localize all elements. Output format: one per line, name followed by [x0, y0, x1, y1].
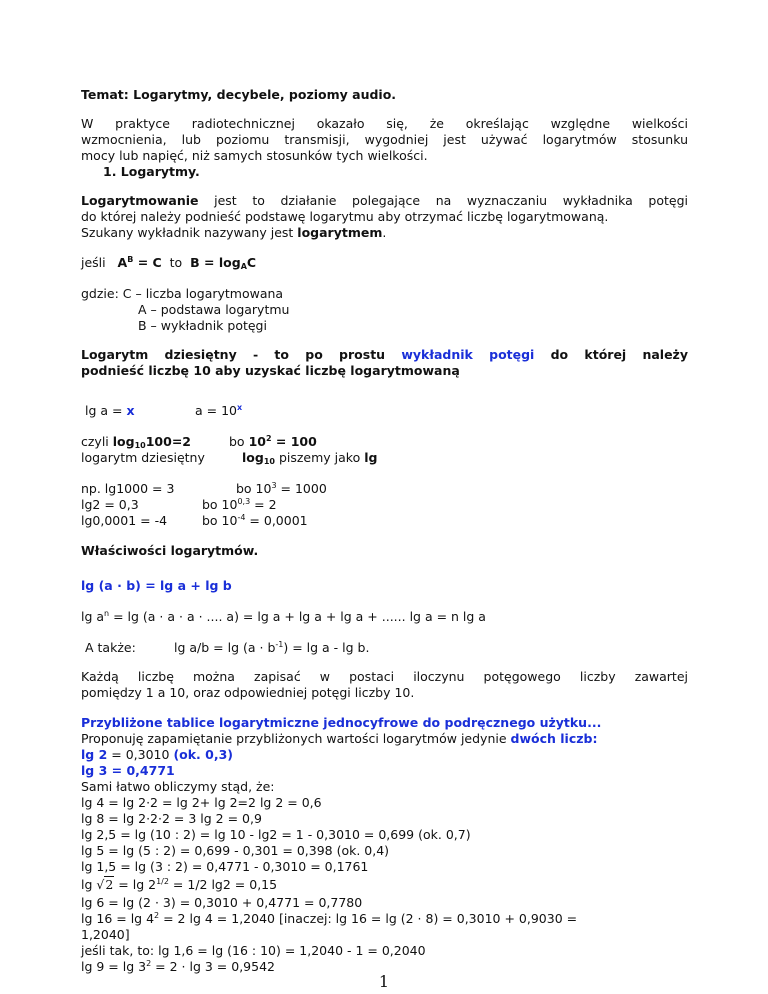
calc-line: jeśli tak, to: lg 1,6 = lg (16 : 10) = 1,2040 - 1 = 0,2040: [81, 943, 426, 958]
table-heading: Przybliżone tablice logarytmiczne jednocyfrowe do podręcznego użytku...: [81, 715, 602, 730]
lg2-value: lg 2 = 0,3010 (ok. 0,3): [81, 747, 234, 762]
definition-line: do której należy podnieść podstawę logarytmu aby otrzymać liczbę logarytmowaną.: [81, 209, 609, 224]
product-rule: lg (a · b) = lg a + lg b: [81, 578, 232, 593]
propose-line: Proponuję zapamiętanie przybliżonych wartości logarytmów jedynie dwóch liczb:: [81, 731, 598, 746]
calc-line: lg 8 = lg 2·2·2 = 3 lg 2 = 0,9: [81, 811, 262, 826]
intro-line: wzmocnienia, lub poziomu transmisji, wygodniej jest używać logarytmów stosunku: [81, 132, 688, 147]
page-number: 1: [378, 972, 390, 991]
czyli-line: czyli $\log_{10}100=2$: [81, 434, 191, 450]
term: Logarytmowanie: [81, 193, 199, 208]
example-right: bo $10^3 = 1000$: [236, 481, 327, 496]
decimal-log-definition: podnieść liczbę 10 aby uzyskać liczbę logarytmowaną: [81, 363, 460, 378]
calc-line: $\lg 16 = \lg 4^2 = 2$ lg 4 = 1,2040 [inaczej: lg 16 = lg (2 · 8) = 0,3010 + 0,9030 =: [81, 911, 578, 926]
decimal-log-note-right: $\log_{10}$ piszemy jako lg: [242, 450, 378, 466]
where-line: B – wykładnik potęgi: [138, 318, 267, 333]
definition-line: Logarytmowanie jest to działanie polegające na wyznaczaniu wykładnika potęgi: [81, 193, 688, 208]
section-heading: 1. Logarytmy.: [103, 164, 200, 179]
calc-line: lg 1,5 = lg (3 : 2) = 0,4771 - 0,3010 = 0,1761: [81, 859, 369, 874]
decimal-log-note: logarytm dziesiętny: [81, 450, 205, 465]
a-power-formula: $a = 10^x$: [195, 403, 243, 418]
intro-line: W praktyce radiotechnicznej okazało się, że określając względne wielkości: [81, 116, 688, 131]
sqrt-line: $\lg √2 = \lg 2^{1/2} = 1/2$ lg2 = 0,15: [81, 877, 278, 892]
page-title: Temat: Logarytmy, decybele, poziomy audio.: [81, 87, 397, 102]
calc-line: $\lg 9 = \lg 3^2 = 2 \cdot \lg 3 = 0,9542$: [81, 959, 275, 974]
calc-line: lg 4 = lg 2·2 = lg 2+ lg 2=2 lg 2 = 0,6: [81, 795, 322, 810]
calc-line: lg 6 = lg (2 · 3) = 0,3010 + 0,4771 = 0,7780: [81, 895, 363, 910]
decimal-log-definition: Logarytm dziesiętny - to po prostu wykładnik potęgi do której należy: [81, 347, 688, 362]
calc-line: Sami łatwo obliczymy stąd, że:: [81, 779, 275, 794]
intro-line: mocy lub napięć, niż samych stosunków tych wielkości.: [81, 148, 428, 163]
log-definition-formula: jeśli $A^B = C$ to $B = \log_AC$: [81, 255, 257, 271]
where-line: A – podstawa logarytmu: [138, 302, 290, 317]
example-right: bo $10^{-4} = 0,0001$: [202, 513, 308, 528]
power-rule: $\lg a^n = \lg (a \cdot a \cdot a$ · .... a) = lg a + lg a + lg a + ...... lg a = n lg a: [81, 609, 486, 624]
calc-line: 1,2040]: [81, 927, 130, 942]
where-line: gdzie: C – liczba logarytmowana: [81, 286, 284, 301]
lg-a-formula: lg a = x: [85, 403, 135, 418]
example-left: lg2 = 0,3: [81, 497, 139, 512]
note-line: Każdą liczbę można zapisać w postaci iloczynu potęgowego liczby zawartej: [81, 669, 688, 684]
properties-heading: Właściwości logarytmów.: [81, 543, 259, 558]
calc-line: lg 2,5 = lg (10 : 2) = lg 10 - lg2 = 1 - 0,3010 = 0,699 (ok. 0,7): [81, 827, 471, 842]
lg3-value: lg 3 = 0,4771: [81, 763, 175, 778]
quotient-rule: $\lg a/b = \lg (a \cdot b^{-1}) = \lg a - \lg b$.: [174, 640, 370, 655]
calc-line: lg 5 = lg (5 : 2) = 0,699 - 0,301 = 0,398 (ok. 0,4): [81, 843, 390, 858]
quotient-label: A także:: [85, 640, 136, 655]
example-left: lg0,0001 = -4: [81, 513, 168, 528]
definition-line: Szukany wykładnik nazywany jest logarytmem.: [81, 225, 387, 240]
example-left: np. lg1000 = 3: [81, 481, 175, 496]
note-line: pomiędzy 1 a 10, oraz odpowiedniej potęgi liczby 10.: [81, 685, 415, 700]
example-right: bo $10^{0,3} = 2$: [202, 497, 277, 512]
czyli-line-right: bo $10^2 = 100$: [229, 434, 317, 449]
